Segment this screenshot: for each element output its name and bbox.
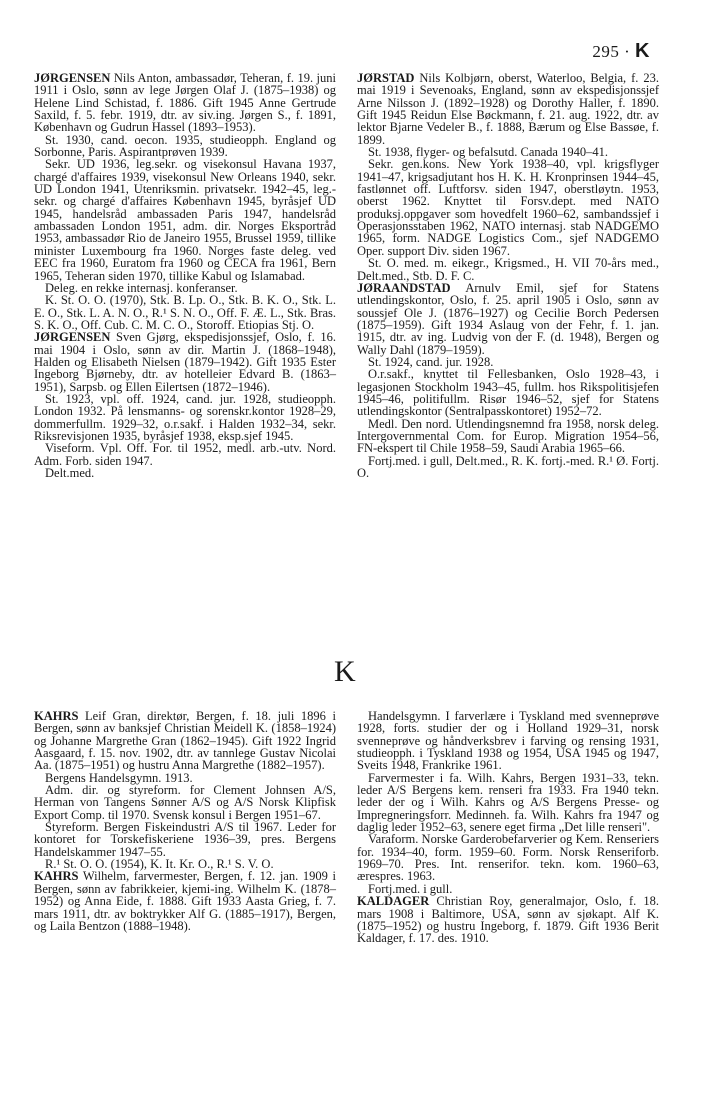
column-bottom-left [34, 710, 336, 932]
entry-detail [34, 784, 336, 821]
entry-text: St. 1938, flyger- og befalsutd. Canada 1940–41. [368, 145, 608, 160]
entry-detail [357, 833, 659, 882]
entry-text: St. 1930, cand. oecon. 1935, studieopph. England og Sorbonne, Paris. Aspirantprøven 1939. [34, 132, 336, 160]
entry-text: Styreform. Bergen Fiskeindustri A/S til 1967. Leder for kontoret for Torskefiskeriene 1936–39, pres. Bergens Handelskammer 1947–55. [34, 820, 336, 859]
entry-detail [357, 418, 659, 455]
entry-text: Deleg. en rekke internasj. konferanser. [45, 280, 238, 295]
entry-text: Wilhelm, farvermester, Bergen, f. 12. jan. 1909 i Bergen, sønn av fabrikkeier, kjemi-ing. Wilhelm K. (1878–1952) og Anna Eide, f. 1888. Gift 1933 Aasta Grieg, f. 7. mars 1911, dtr. av boktrykker Alf G. (1885–1917), Bergen, og Laila Bentzon (1888–1948). [34, 869, 336, 933]
entry-text: Sekr. gen.kons. New York 1938–40, vpl. krigsflyger 1941–47, krigsadjutant hos H. K. H. Kronprinsen 1944–45, fastlønnet off. Luftforsv. siden 1947, oberstløytn. 1953, oberst 1962. Knyttet til Forsv.dept. med NATO produksj.oppgaver som hovedfelt 1960–62, sambandssjef i Operasjonsstaben 1962, NATO internasj. stab NADGEMO 1965, form. NADGE Logistics Com., sjef NADGEMO Oper. support Div. siden 1967. [357, 157, 659, 258]
entry-text: Delt.med. [45, 466, 95, 480]
entry-detail [34, 294, 336, 331]
entry-paragraph [357, 72, 659, 146]
entry-name: KALDAGER [357, 894, 430, 909]
column-top-left [34, 72, 336, 479]
entry-name: JØRGENSEN [34, 71, 111, 85]
header-letter: K [635, 40, 650, 62]
entry-detail [357, 257, 659, 282]
entry-text: Handelsgymn. I farverlære i Tyskland med svenneprøve 1928, forts. studier der og i Holland 1929–31, norsk svenneprøve og håndverksbrev i farving og rensing 1931, studieopph. i Tyskland 1938 og 1954, USA 1945 og 1947, Sveits 1948, Frankrike 1961. [357, 709, 659, 773]
header-separator: · [624, 42, 631, 61]
entry-text: Medl. Den nord. Utlendingsnemnd fra 1958, norsk deleg. Intergovernmental Com. for Europ. Migration 1954–56, FN-ekspert til Chile 1958–59, Saudi Arabia 1965–66. [357, 416, 659, 456]
entry-text: Fortj.med. i gull. [368, 881, 453, 896]
entry-text: Christian Roy, generalmajor, Oslo, f. 18. mars 1908 i Baltimore, USA, sønn av sjøkapt. Alf K. (1875–1952) og hustru Ingeborg, f. 1879. Gift 1936 Berit Kaldager, f. 17. des. 1910. [357, 894, 659, 946]
entry-text: Viseform. Vpl. Off. For. til 1952, medl. arb.-utv. Nord. Adm. Forb. siden 1947. [34, 441, 336, 468]
entry-text: K. St. O. O. (1970), Stk. B. Lp. O., Stk. B. K. O., Stk. L. E. O., Stk. L. A. N. O., R.¹ S. N. O., Off. F. Æ. L., Stk. Bras. S. K. O., Off. Cub. C. M. C. O., Storoff. Etiopias Stj. O. [34, 293, 336, 332]
entry-detail [34, 158, 336, 281]
entry-paragraph [357, 282, 659, 356]
entry-text: R.¹ St. O. O. (1954), K. It. Kr. O., R.¹ S. V. O. [45, 857, 274, 872]
entry-name: KAHRS [34, 869, 79, 884]
page-header [592, 40, 650, 63]
entry-paragraph [357, 895, 659, 944]
entry-text: Arnulv Emil, sjef for Statens utlendingskontor, Oslo, f. 25. april 1905 i Oslo, sønn av soussjef Ole J. (1876–1927) og Cecilie Borch Pedersen (1875–1959). Gift 1934 Aslaug von der Fehr, f. 1. jan. 1915, dtr. av ing. Ludvig von der F. (d. 1948), Bergen og Wally Dahl (1879–1959). [357, 280, 659, 357]
entry-text: Sekr. UD 1936, leg.sekr. og visekonsul Havana 1937, chargé d'affaires 1939, visekonsul New Orleans 1940, sekr. UD London 1941, Utenriksmin. privatsekr. 1942–45, leg.-sekr. og chargé d'affaires København 1945, byråsjef UD 1945, handelsråd ambassaden Paris 1947, handelsråd ambassaden London 1951, adm. dir. Norges Eksportråd 1953, ambassadør Rio de Janeiro 1955, Brussel 1959, tillike minister Luxembourg fra 1960. Norges faste deleg. ved EEC fra 1960, Euratom fra 1960 og CECA fra 1961, Bern 1965, Teheran siden 1970, tillike Kabul og Islamabad. [34, 157, 336, 283]
entry-text: Farvermester i fa. Wilh. Kahrs, Bergen 1931–33, tekn. leder A/S Bergens kem. renseri fra 1933. Fra 1940 tekn. leder der og i Wilh. Kahrs og A/S Bergens Presse- og Impregneringsforr. Medinneh. fa. Wilh. Kahrs fra 1947 og daglig leder 1952–63, senere eget firma „Det lille renseri". [357, 770, 659, 835]
entry-text: O.r.sakf., knyttet til Fellesbanken, Oslo 1928–43, i legasjonen Stockholm 1943–45, fullm. hos Rikspolitisjefen 1945–46, politifullm. Risør 1946–52, sjef for Statens utlendingskontor (Sentralpasskontoret) 1952–72. [357, 367, 659, 419]
section-letter: K [334, 655, 356, 688]
page-number: 295 [592, 42, 620, 61]
entry-text: St. 1924, cand. jur. 1928. [368, 354, 494, 369]
entry-text: St. 1923, vpl. off. 1924, cand. jur. 1928, studieopph. London 1932. På lensmanns- og sorenskr.kontor 1928–29, dommerfullm. 1929–32, o.r.sakf. i Halden 1932–34, sekr. Riksrevisjonen 1935, byråsjef 1938, eksp.sjef 1945. [34, 391, 336, 443]
entry-text: Adm. dir. og styreform. for Clement Johnsen A/S, Herman von Tangens Sønner A/S og A/S Norsk Klipfisk Export Comp. til 1970. Svensk konsul i Bergen 1951–67. [34, 783, 336, 822]
entry-text: Bergens Handelsgymn. 1913. [45, 770, 193, 785]
entry-detail [34, 821, 336, 858]
entry-detail [357, 158, 659, 257]
entry-name: KAHRS [34, 709, 79, 723]
entry-detail [34, 134, 336, 159]
entry-detail [34, 442, 336, 467]
entry-paragraph [34, 72, 336, 134]
entry-text: Nils Kolbjørn, oberst, Waterloo, Belgia, f. 23. mai 1919 i Sevenoaks, England, sønn av ekspedisjonssjef Arne Nilsson J. (1892–1928) og Dorothy Haller, f. 1890. Gift 1945 Reidun Else Bøckmann, f. 21. aug. 1922, dtr. av lektor Bjarne Vedeler B., f. 1888, Bærum og Else Bassøe, f. 1899. [357, 71, 659, 147]
entry-text: Sven Gjørg, ekspedisjonssjef, Oslo, f. 16. mai 1904 i Oslo, sønn av dir. Martin J. (1868–1948), Halden og Elisabeth Nielsen (1879–1942). Gift 1935 Ester Ingeborg Bjørneby, dtr. av hotelleier Edvard B. (1863–1951), Sarpsb. og Ellen Eilertsen (1872–1946). [34, 330, 336, 394]
entry-detail [34, 467, 336, 479]
entry-text: Fortj.med. i gull, Delt.med., R. K. fortj.-med. R.¹ Ø. Fortj. O. [357, 453, 659, 480]
entry-detail [34, 393, 336, 442]
entry-name: JØRSTAD [357, 71, 415, 85]
entry-paragraph [34, 710, 336, 772]
entry-paragraph [34, 870, 336, 932]
column-top-right [357, 72, 659, 479]
entry-detail [357, 710, 659, 772]
entry-detail [357, 772, 659, 834]
entry-name: JØRGENSEN [34, 330, 111, 345]
entry-name: JØRAANDSTAD [357, 280, 451, 295]
entry-detail [357, 368, 659, 417]
entry-text: St. O. med. m. eikegr., Krigsmed., H. VII 70-års med., Delt.med., Stb. D. F. C. [357, 256, 659, 283]
column-bottom-right [357, 710, 659, 945]
entry-text: Nils Anton, ambassadør, Teheran, f. 19. juni 1911 i Oslo, sønn av lege Jørgen Olaf J. (1875–1938) og Helene Lind Schistad, f. 1886. Gift 1945 Anne Gertrude Saxild, f. 5. febr. 1919, dtr. av siv.ing. Jørgen S., f. 1891, København og Gudrun Hassel (1893–1953). [34, 71, 336, 135]
entry-text: Leif Gran, direktør, Bergen, f. 18. juli 1896 i Bergen, sønn av banksjef Christian Meidell K. (1858–1924) og Johanne Margrethe Gran (1862–1945). Gift 1922 Ingrid Aasgaard, f. 15. nov. 1902, dtr. av tannlege Gustav Nicolai Aa. (1875–1951) og hustru Anna Margrethe (1882–1957). [34, 709, 336, 773]
entry-detail [357, 455, 659, 480]
entry-text: Varaform. Norske Garderobefarverier og Kem. Renseriers for. 1934–40, form. 1959–60. Form. Norsk Renseriforb. 1969–70. Pres. Int. renserifor. tekn. kom. 1960–63, ærespres. 1963. [357, 832, 659, 884]
entry-paragraph [34, 331, 336, 393]
